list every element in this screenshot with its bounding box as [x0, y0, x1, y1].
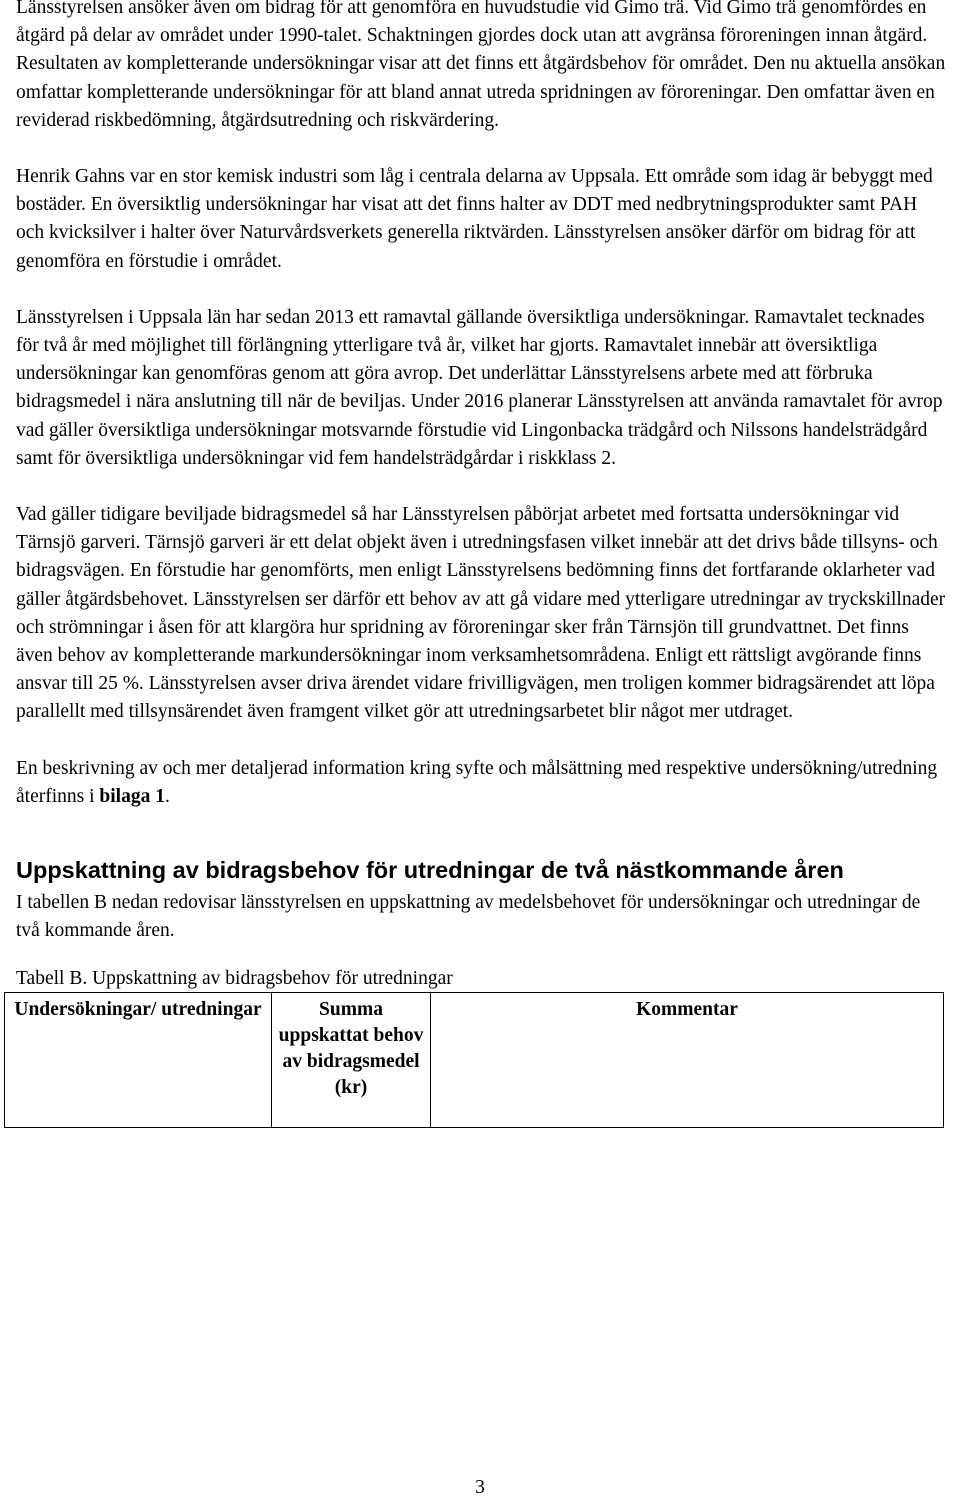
bilaga-end: . [164, 785, 170, 807]
section-intro: I tabellen B nedan redovisar länsstyrelsen en uppskattning av medelsbehovet för undersökningar och utredningar de två kommande åren. [16, 892, 921, 942]
page-number: 3 [475, 1477, 485, 1498]
paragraph-bilaga [16, 755, 946, 811]
column-header-summa: Summa uppskattat behov av bidragsmedel (kr) [272, 993, 431, 1128]
document-page [16, 0, 946, 1128]
paragraph-tarnsjo: Vad gäller tidigare beviljade bidragsmedel så har Länsstyrelsen påbörjat arbetet med fortsatta undersökningar vid Tärnsjö garveri. Tärnsjö garveri är ett delat objekt även i utredningsfasen vilket innebär att det drivs både tillsyns- och bidragsvägen. En förstudie har genomförts, men enligt Länsstyrelsens bedömning finns det fortfarande oklarheter vad gäller åtgärdsbehovet. Länsstyrelsen ser därför ett behov av att gå vidare med ytterligare utredningar av tryckskillnader och strömningar i åsen för att klargöra hur spridning av föroreningar sker från Tärnsjön till grundvattnet. Det finns även behov av kompletterande markundersökningar inom verksamhetsområdena. Enligt ett rättsligt avgörande finns ansvar till 25 %. Länsstyrelsen avser driva ärendet vidare frivilligvägen, men troligen kommer bidragsärendet att löpa parallellt med tillsynsärendet även framgent vilket gör att utredningsarbetet blir något mer utdraget. [16, 504, 946, 723]
column-header-kommentar: Kommentar [431, 993, 944, 1128]
bidragsbehov-table [4, 992, 944, 1128]
section-heading: Uppskattning av bidragsbehov för utredningar de två nästkommande åren [16, 857, 844, 884]
table-header-row [5, 993, 944, 1128]
table-caption: Tabell B. Uppskattning av bidragsbehov för utredningar [16, 968, 453, 990]
paragraph-henrik-gahns: Henrik Gahns var en stor kemisk industri som låg i centrala delarna av Uppsala. Ett område som idag är bebyggt med bostäder. En översiktlig undersökningar har visat att det finns halter av DDT med nedbrytningsprodukter samt PAH och kvicksilver i halter över Naturvårdsverkets generella riktvärden. Länsstyrelsen ansöker därför om bidrag för att genomföra en förstudie i området. [16, 166, 933, 272]
column-header-undersokningar: Undersökningar/ utredningar [5, 993, 272, 1128]
bilaga-text: En beskrivning av och mer detaljerad information kring syfte och målsättning med respektive undersökning/utredning återfinns i [16, 757, 938, 807]
paragraph-ramavtal: Länsstyrelsen i Uppsala län har sedan 2013 ett ramavtal gällande översiktliga undersökningar. Ramavtalet tecknades för två år med möjlighet till förlängning ytterligare två år, vilket har gjorts. Ramavtalet innebär att översiktliga undersökningar kan genomföras genom att göra avrop. Det underlättar Länsstyrelsens arbete med att förbruka bidragsmedel i nära anslutning till när de beviljas. Under 2016 planerar Länsstyrelsen att använda ramavtalet för avrop vad gäller översiktliga undersökningar motsvarnde förstudie vid Lingonbacka trädgård och Nilssons handelsträdgård samt för översiktliga undersökningar vid fem handelsträdgårdar i riskklass 2. [16, 306, 943, 469]
paragraph-gimo: Länsstyrelsen ansöker även om bidrag för att genomföra en huvudstudie vid Gimo trä. Vid Gimo trä genomfördes en åtgärd på delar av området under 1990-talet. Schaktningen gjordes dock utan att avgränsa föroreningen innan åtgärd. Resultaten av kompletterande undersökningar visar att det finns ett åtgärdsbehov för området. Den nu aktuella ansökan omfattar kompletterande undersökningar för att bland annat utreda spridningen av föroreningar. Den omfattar även en reviderad riskbedömning, åtgärdsutredning och riskvärdering. [16, 0, 946, 131]
bilaga-reference: bilaga 1 [99, 785, 165, 807]
